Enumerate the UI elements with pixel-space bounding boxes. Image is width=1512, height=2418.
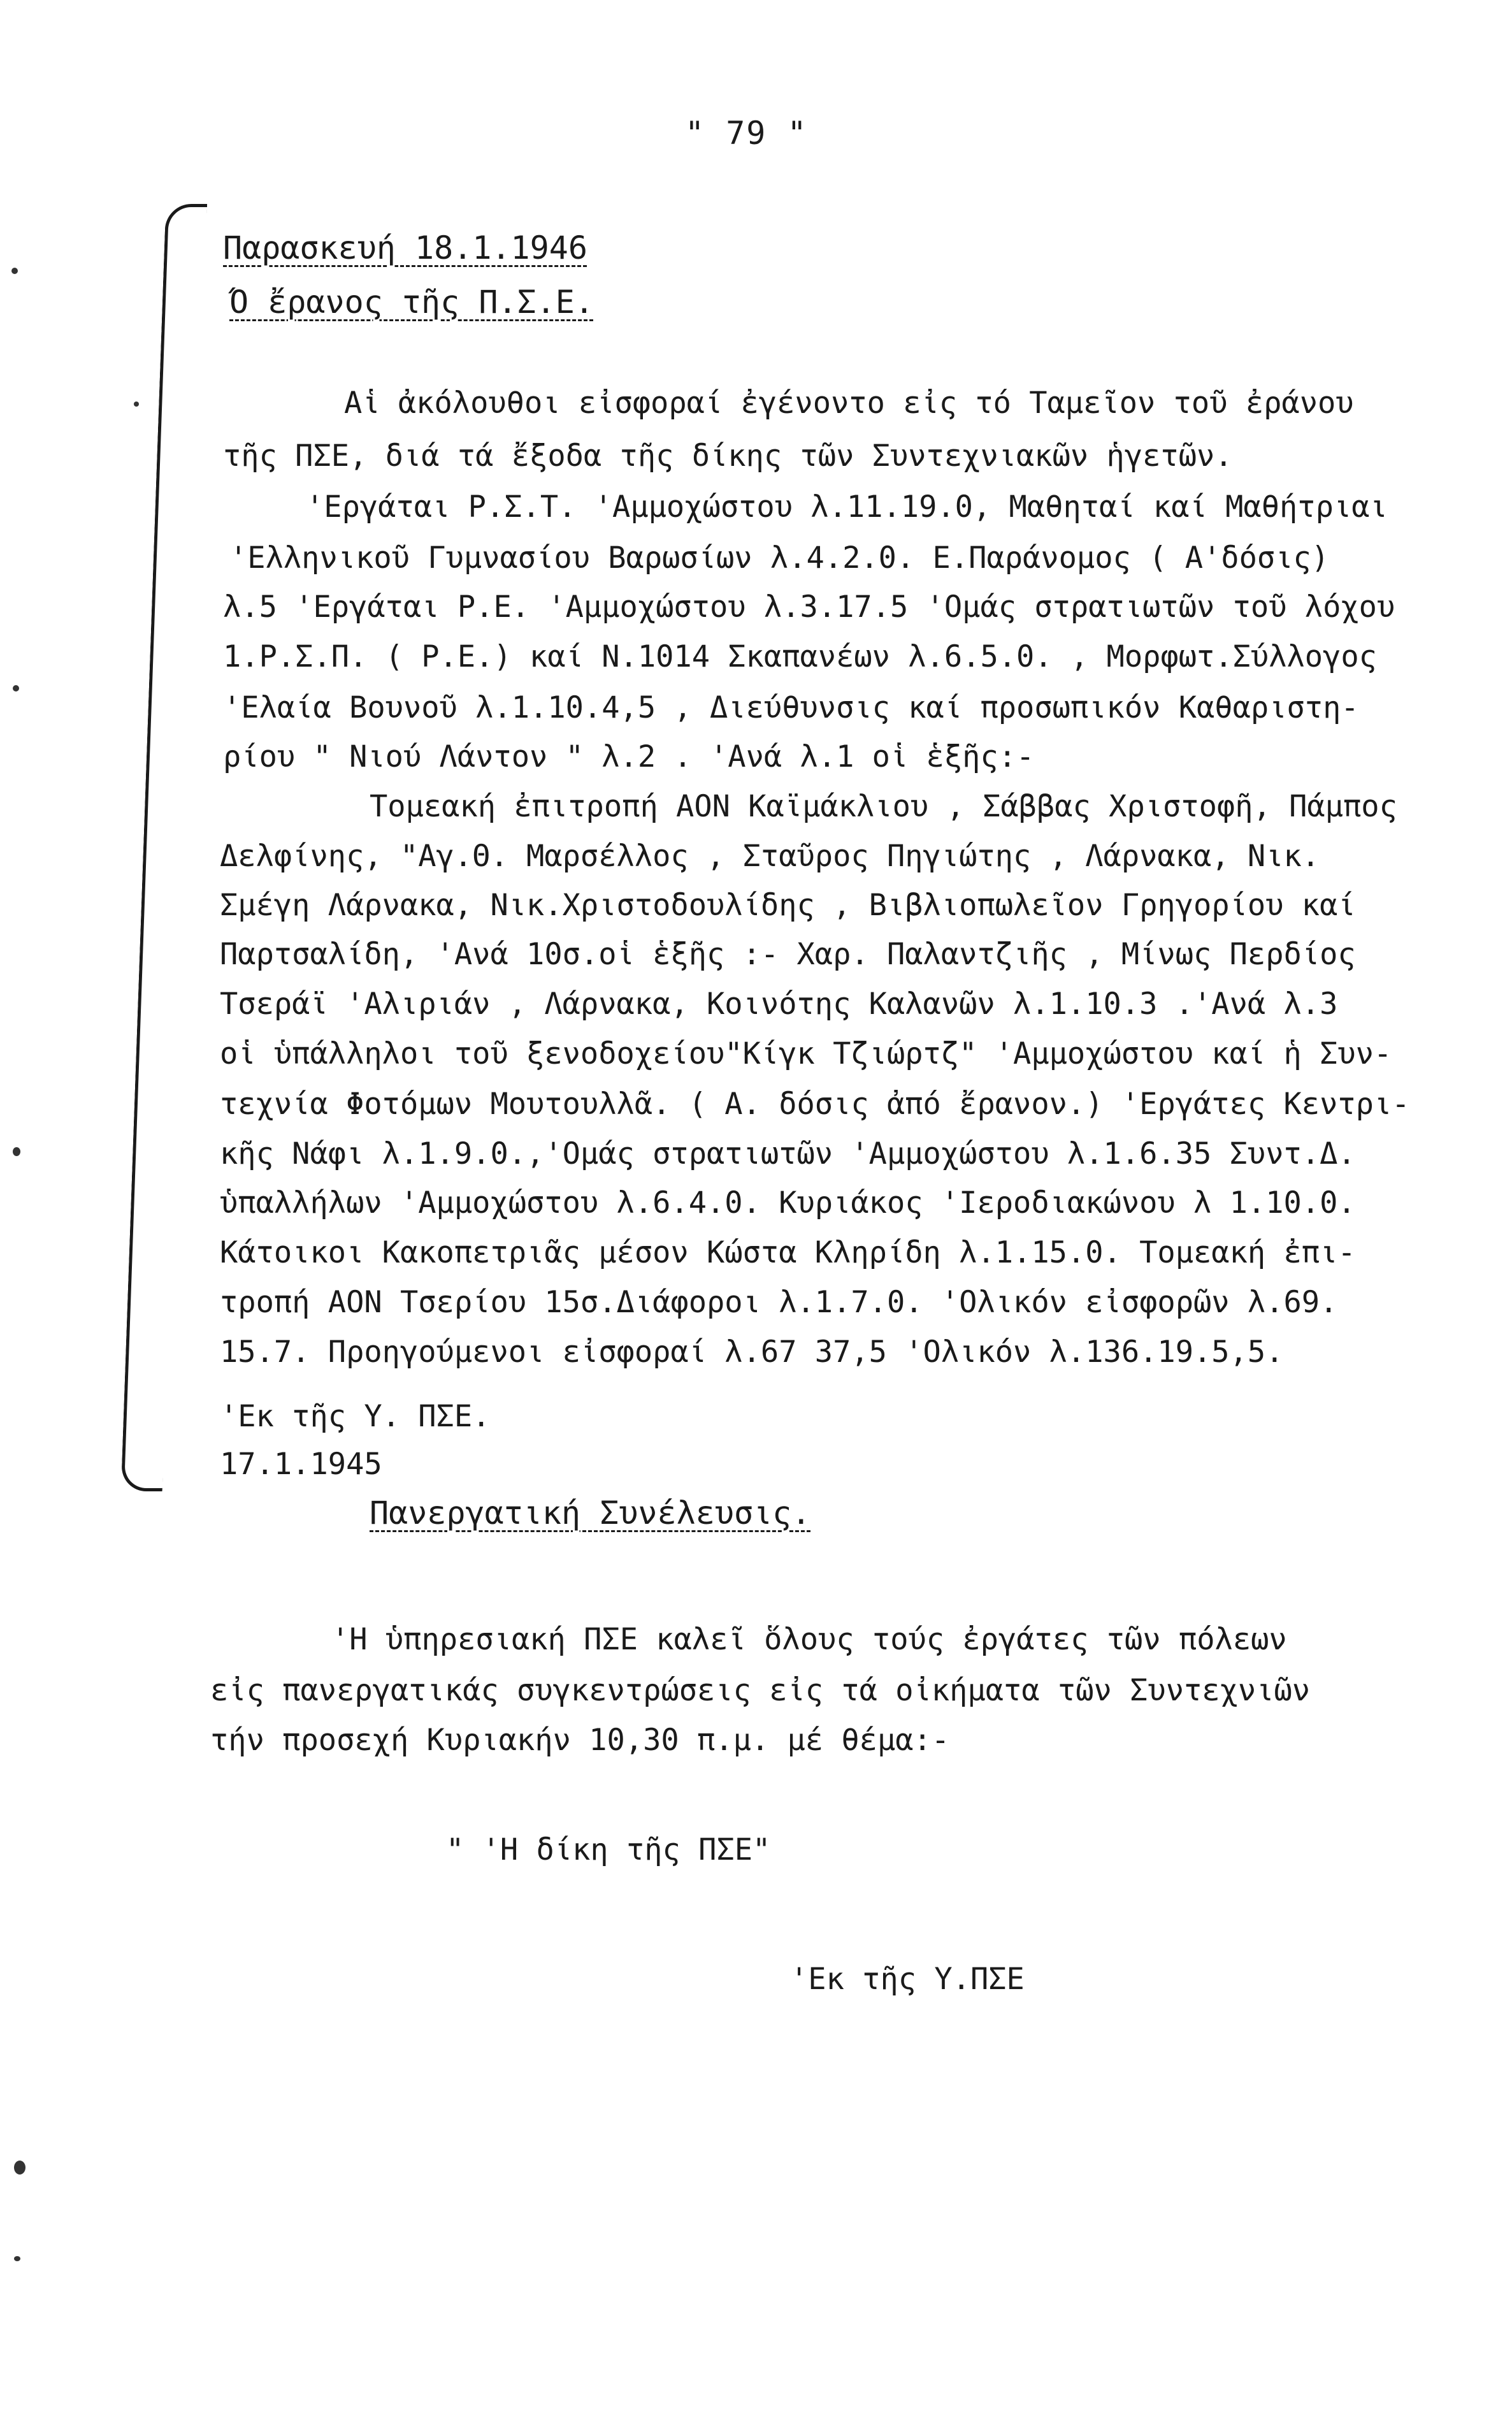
section1-signature: 'Εκ τῆς Υ. ΠΣΕ. [220, 1399, 491, 1434]
body-line: οἱ ὑπάλληλοι τοῦ ξενοδοχείου"Κίγκ Τζιώρτζ" 'Αμμοχώστου καί ἡ Συν- [220, 1036, 1392, 1071]
scan-speck [14, 2161, 25, 2175]
body-line: Παρτσαλίδη, 'Ανά 10σ.οἱ ἑξῆς :- Χαρ. Παλαντζιῆς , Μίνως Περδίος [220, 937, 1356, 972]
scan-speck [134, 402, 139, 407]
body-line: ὑπαλλήλων 'Αμμοχώστου λ.6.4.0. Κυριάκος 'Ιεροδιακώνου λ 1.10.0. [220, 1185, 1356, 1220]
body-line: λ.5 'Εργάται Ρ.Ε. 'Αμμοχώστου λ.3.17.5 'Ομάς στρατιωτῶν τοῦ λόχου [223, 590, 1395, 625]
section2-heading: Πανεργατική Συνέλευσις. [370, 1495, 811, 1531]
body-line: 1.Ρ.Σ.Π. ( Ρ.Ε.) καί Ν.1014 Σκαπανέων λ.6.5.0. , Μορφωτ.Σύλλογος [223, 639, 1377, 674]
body-line: Δελφίνης, "Αγ.Θ. Μαρσέλλος , Σταῦρος Πηγιώτης , Λάρνακα, Νικ. [220, 839, 1320, 874]
body-line: Κάτοικοι Κακοπετριᾶς μέσον Κώστα Κληρίδη λ.1.15.0. Τομεακή ἐπι- [220, 1235, 1356, 1270]
scan-speck [13, 1147, 20, 1156]
body-line: εἰς πανεργατικάς συγκεντρώσεις εἰς τά οἰκήματα τῶν Συντεχνιῶν [210, 1673, 1311, 1708]
body-line: Σμέγη Λάρνακα, Νικ.Χριστοδουλίδης , Βιβλιοπωλεῖον Γρηγορίου καί [220, 888, 1356, 923]
body-line: Τσεράϊ 'Αλιριάν , Λάρνακα, Κοινότης Καλανῶν λ.1.10.3 .'Ανά λ.3 [220, 987, 1338, 1022]
body-line: τεχνία Φοτόμων Μουτουλλᾶ. ( Α. δόσις ἀπό ἔρανον.) 'Εργάτες Κεντρι- [220, 1087, 1410, 1122]
section2-signature: 'Εκ τῆς Υ.ΠΣΕ [790, 1962, 1025, 1997]
section1-heading: Ό ἔρανος τῆς Π.Σ.Ε. [229, 284, 594, 321]
body-line: 'Η ὑπηρεσιακή ΠΣΕ καλεῖ ὅλους τούς ἐργάτες τῶν πόλεων [331, 1622, 1287, 1657]
section1-date: Παρασκευή 18.1.1946 [223, 229, 587, 266]
body-line: Αἱ ἀκόλουθοι εἰσφοραί ἐγένοντο εἰς τό Ταμεῖον τοῦ ἐράνου [344, 386, 1354, 421]
body-line: ρίου " Νιού Λάντον " λ.2 . 'Ανά λ.1 οἱ ἑξῆς:- [223, 739, 1035, 774]
body-line: τῆς ΠΣΕ, διά τά ἔξοδα τῆς δίκης τῶν Συντεχνιακῶν ἡγετῶν. [223, 438, 1233, 474]
body-line: 'Εργάται Ρ.Σ.Τ. 'Αμμοχώστου λ.11.19.0, Μαθηταί καί Μαθήτριαι [306, 489, 1388, 525]
body-line: 'Ελαία Βουνοῦ λ.1.10.4,5 , Διεύθυνσις καί προσωπικόν Καθαριστη- [223, 690, 1359, 725]
scan-speck [13, 685, 19, 691]
body-line: κῆς Νάφι λ.1.9.0.,'Ομάς στρατιωτῶν 'Αμμοχώστου λ.1.6.35 Συντ.Δ. [220, 1136, 1356, 1171]
scan-speck [14, 2256, 20, 2261]
body-line: Τομεακή ἐπιτροπή ΑΟΝ Καϊμάκλιου , Σάββας Χριστοφῆ, Πάμπος [370, 789, 1397, 824]
margin-bracket [121, 204, 208, 1491]
scan-speck [11, 268, 18, 274]
body-line: τροπή ΑΟΝ Τσερίου 15σ.Διάφοροι λ.1.7.0. 'Ολικόν εἰσφορῶν λ.69. [220, 1285, 1338, 1320]
section1-sign-date: 17.1.1945 [220, 1447, 382, 1482]
page-number: " 79 " [685, 115, 808, 152]
body-line: τήν προσεχή Κυριακήν 10,30 π.μ. μέ θέμα:- [210, 1723, 950, 1758]
section2-quote: " 'Η δίκη τῆς ΠΣΕ" [446, 1832, 771, 1867]
body-line: 15.7. Προηγούμενοι εἰσφοραί λ.67 37,5 'Ολικόν λ.136.19.5,5. [220, 1335, 1284, 1370]
body-line: 'Ελληνικοῦ Γυμνασίου Βαρωσίων λ.4.2.0. Ε.Παράνομος ( Α'δόσις) [229, 540, 1330, 576]
